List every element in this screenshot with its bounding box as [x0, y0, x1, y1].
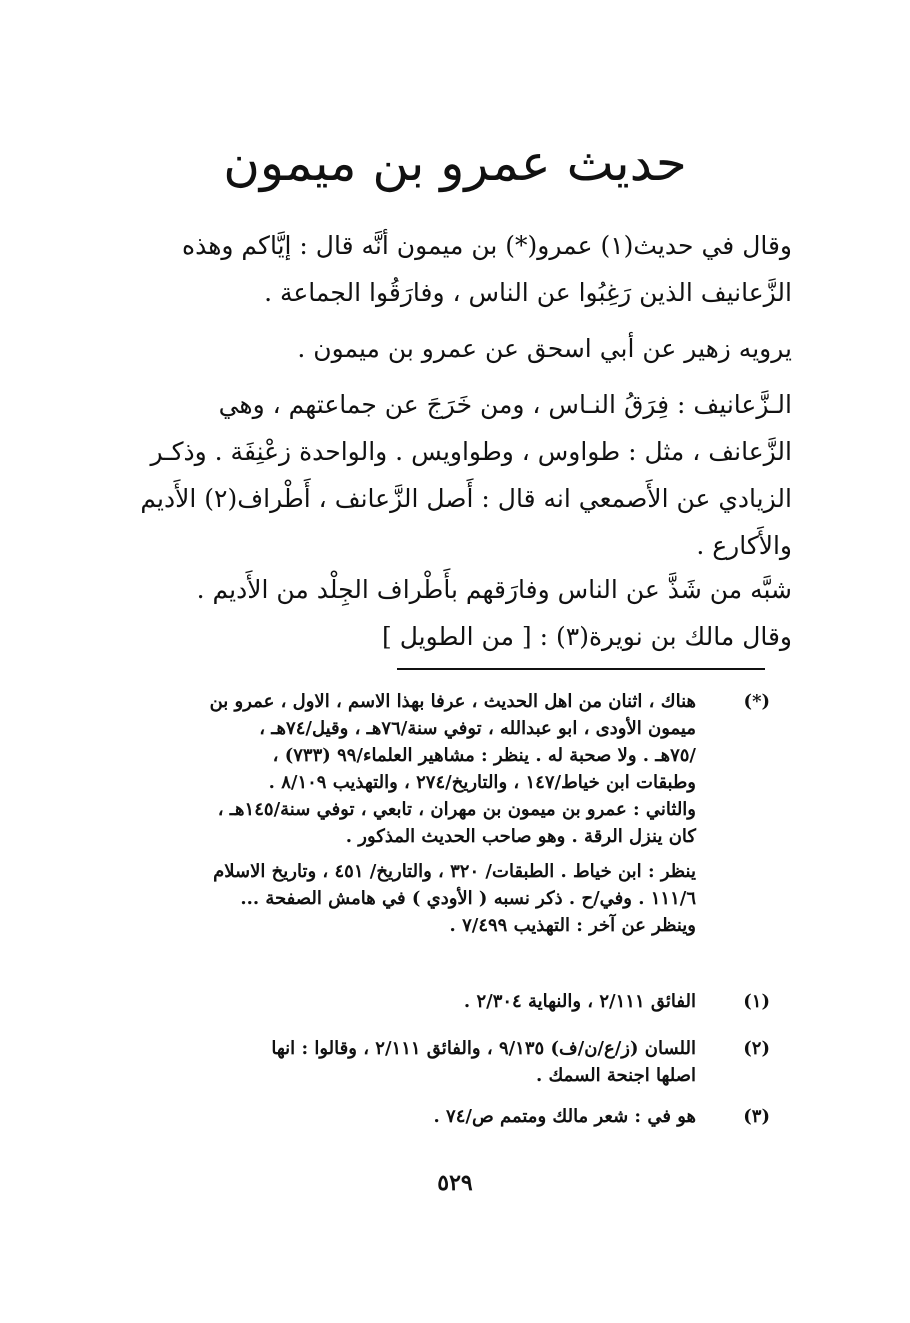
body-line: الزيادي عن الأَصمعي انه قال : أَصل الزَّعانف ، أَطْراف(٢) الأَديم: [140, 484, 792, 513]
footnote-line: وطبقات ابن خياط/١٤٧ ، والتاريخ/٢٧٤ ، والتهذيب ٨/١٠٩ .: [268, 772, 696, 793]
footnote-line: ميمون الأودى ، ابو عبدالله ، توفي سنة/٧٦هـ ، وقيل/٧٤هـ ،: [259, 718, 696, 739]
footnote-line: اصلها اجنحة السمك .: [535, 1065, 696, 1086]
footnote-line: /٧٥هـ . ولا صحبة له . ينظر : مشاهير العلماء/٩٩ (٧٣٣) ،: [272, 745, 696, 766]
footnote-line: كان ينزل الرقة . وهو صاحب الحديث المذكور .: [345, 826, 696, 847]
body-line: الزَّعانيف الذين رَغِبُوا عن الناس ، وفارَقُوا الجماعة .: [264, 278, 792, 307]
body-paragraph-3: [112, 381, 792, 569]
body-line: والأَكارع .: [696, 531, 792, 560]
footnote-star: [114, 688, 770, 939]
footnote-line: ينظر : ابن خياط . الطبقات/ ٣٢٠ ، والتاريخ/ ٤٥١ ، وتاريخ الاسلام: [213, 861, 696, 882]
footnote-text: [114, 1035, 696, 1089]
footnote-1: [114, 988, 770, 1015]
body-line: وقال مالك بن نويرة(٣) : [ من الطويل ]: [382, 622, 792, 651]
footnote-text: [114, 988, 696, 1015]
body-paragraph-2: [112, 325, 792, 372]
body-paragraph-1: [112, 222, 792, 316]
page-number: ٥٢٩: [437, 1170, 473, 1196]
footnote-marker: (٢): [743, 1038, 770, 1059]
footnote-marker: (١): [743, 991, 770, 1012]
footnote-line: هو في : شعر مالك ومتمم ص/٧٤ .: [433, 1106, 696, 1127]
footnote-line: الفائق ٢/١١١ ، والنهاية ٢/٣٠٤ .: [463, 991, 696, 1012]
footnote-line: اللسان (ز/ع/ن/ف) ٩/١٣٥ ، والفائق ٢/١١١ ، وقالوا : انها: [271, 1038, 696, 1059]
footnote-3: [114, 1103, 770, 1130]
body-line: يرويه زهير عن أبي اسحق عن عمرو بن ميمون .: [297, 334, 792, 363]
footnote-line: والثاني : عمرو بن ميمون بن مهران ، تابعي ، توفي سنة/١٤٥هـ ،: [217, 799, 696, 820]
footnote-line: وينظر عن آخر : التهذيب ٧/٤٩٩ .: [449, 915, 696, 936]
chapter-heading: حديث عمرو بن ميمون: [223, 134, 687, 192]
footnote-divider: [397, 668, 765, 670]
footnote-line: هناك ، اثنان من اهل الحديث ، عرفا بهذا الاسم ، الاول ، عمرو بن: [209, 691, 696, 712]
footnote-text: [114, 688, 696, 939]
footnote-marker: (٣): [743, 1106, 770, 1127]
footnote-2: [114, 1035, 770, 1089]
footnote-gap: [114, 850, 696, 858]
footnote-line: ١١١/٦ . وفي/ح . ذكر نسبه ( الأودي ) في هامش الصفحة ...: [240, 888, 696, 909]
body-line: الـزَّعانيف : فِرَقُ النـاس ، ومن خَرَجَ عن جماعتهم ، وهي: [218, 390, 792, 419]
body-paragraph-4: [112, 566, 792, 660]
body-line: الزَّعانف ، مثل : طواوس ، وطواويس . والواحدة زعْنِفَة . وذكـر: [150, 437, 792, 466]
body-line: شبَّه من شَذَّ عن الناس وفارَقهم بأَطْراف الجِلْد من الأَديم .: [196, 575, 792, 604]
footnote-marker: (*): [743, 691, 770, 712]
footnote-text: [114, 1103, 696, 1130]
body-line: وقال في حديث(١) عمرو(*) بن ميمون أنَّه قال : إيَّاكم وهذه: [182, 231, 792, 260]
